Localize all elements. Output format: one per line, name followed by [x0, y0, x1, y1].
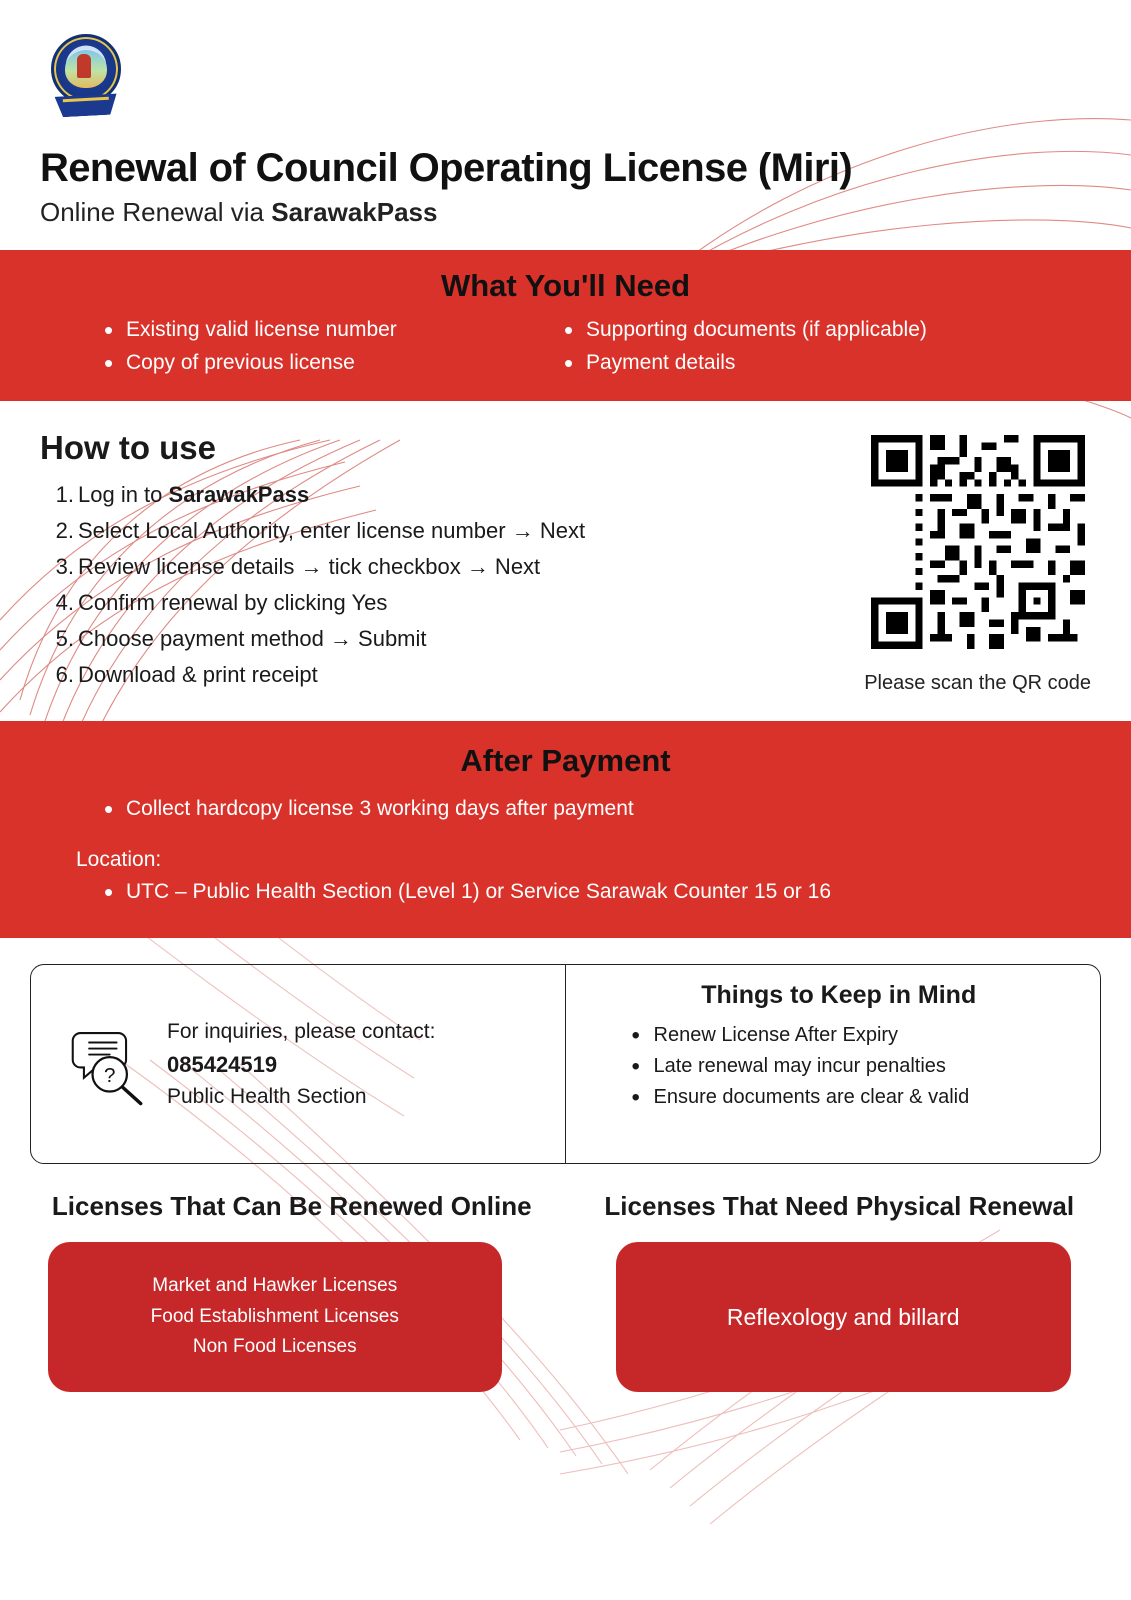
- list-item: • Supporting documents (if applicable): [560, 314, 1080, 347]
- list-item: Select Local Authority, enter license number → Next: [78, 518, 586, 544]
- list-item: Reflexology and billard: [726, 1303, 960, 1330]
- list-item: Review license details → tick checkbox → Next: [78, 554, 541, 580]
- qr-code-block: [864, 429, 1091, 695]
- contact-line-1: For inquiries, please contact:: [167, 1020, 436, 1044]
- what-you-need-column-a: [100, 314, 540, 379]
- what-you-need-column-b: [560, 314, 1080, 379]
- subtitle-brand: SarawakPass: [271, 197, 438, 227]
- list-item: • UTC – Public Health Section (Level 1) or Service Sarawak Counter 15 or 16: [100, 876, 1091, 909]
- list-item: • Late renewal may incur penalties: [632, 1051, 1083, 1082]
- list-item: • Copy of previous license: [100, 347, 540, 380]
- qr-code-icon[interactable]: [871, 435, 1085, 649]
- contact-department: Public Health Section: [167, 1084, 367, 1108]
- license-categories: [0, 1190, 1131, 1392]
- list-item: • Collect hardcopy license 3 working days after payment: [100, 793, 1091, 826]
- step-text: Log in to: [78, 482, 169, 508]
- after-payment-location-items: [40, 876, 1091, 909]
- keep-in-mind-heading: Things to Keep in Mind: [701, 981, 977, 1010]
- keep-in-mind-items: [596, 1020, 1083, 1113]
- list-item: [40, 477, 770, 513]
- step-bold: SarawakPass: [168, 482, 310, 508]
- subtitle-prefix: Online Renewal via: [40, 197, 272, 227]
- physical-licenses-pill: [616, 1242, 1072, 1392]
- qr-caption: Please scan the QR code: [864, 672, 1091, 695]
- page-subtitle: [40, 197, 1091, 228]
- list-item: Choose payment method → Submit: [78, 626, 427, 652]
- after-payment-section: [0, 721, 1131, 938]
- poster-header: [0, 0, 1131, 228]
- list-item: Market and Hawker Licenses: [152, 1275, 398, 1297]
- contact-phone[interactable]: 085424519: [167, 1051, 278, 1077]
- location-label: Location:: [76, 847, 162, 871]
- after-payment-items: [40, 793, 1091, 826]
- list-item: Food Establishment Licenses: [150, 1305, 399, 1327]
- list-item: Confirm renewal by clicking Yes: [78, 590, 388, 616]
- list-item: Non Food Licenses: [192, 1336, 357, 1358]
- list-item: • Renew License After Expiry: [632, 1020, 1083, 1051]
- what-you-need-heading: What You'll Need: [440, 268, 691, 303]
- keep-in-mind-block: [566, 965, 1101, 1163]
- how-to-use-heading: How to use: [40, 429, 217, 467]
- contact-and-notes-box: [30, 964, 1101, 1164]
- list-item: Download & print receipt: [78, 662, 318, 688]
- contact-block: [31, 965, 566, 1163]
- list-item: • Ensure documents are clear & valid: [632, 1082, 1083, 1113]
- list-item: • Payment details: [560, 347, 1080, 380]
- how-to-use-steps: [40, 477, 770, 693]
- list-item: • Existing valid license number: [100, 314, 540, 347]
- how-to-use-section: [0, 401, 1131, 721]
- physical-licenses-heading: Licenses That Need Physical Renewal: [604, 1191, 1075, 1222]
- council-crest-logo: [45, 28, 127, 120]
- page-title: Renewal of Council Operating License (Miri): [40, 146, 853, 190]
- what-you-need-section: [0, 250, 1131, 401]
- online-licenses-heading: Licenses That Can Be Renewed Online: [51, 1191, 532, 1222]
- online-licenses-pill: [48, 1242, 502, 1392]
- online-licenses-column: [30, 1190, 554, 1392]
- after-payment-heading: After Payment: [460, 743, 671, 779]
- magnifier-question-icon: [65, 1021, 151, 1107]
- physical-licenses-column: [578, 1190, 1102, 1392]
- svg-text:?: ?: [103, 1064, 116, 1088]
